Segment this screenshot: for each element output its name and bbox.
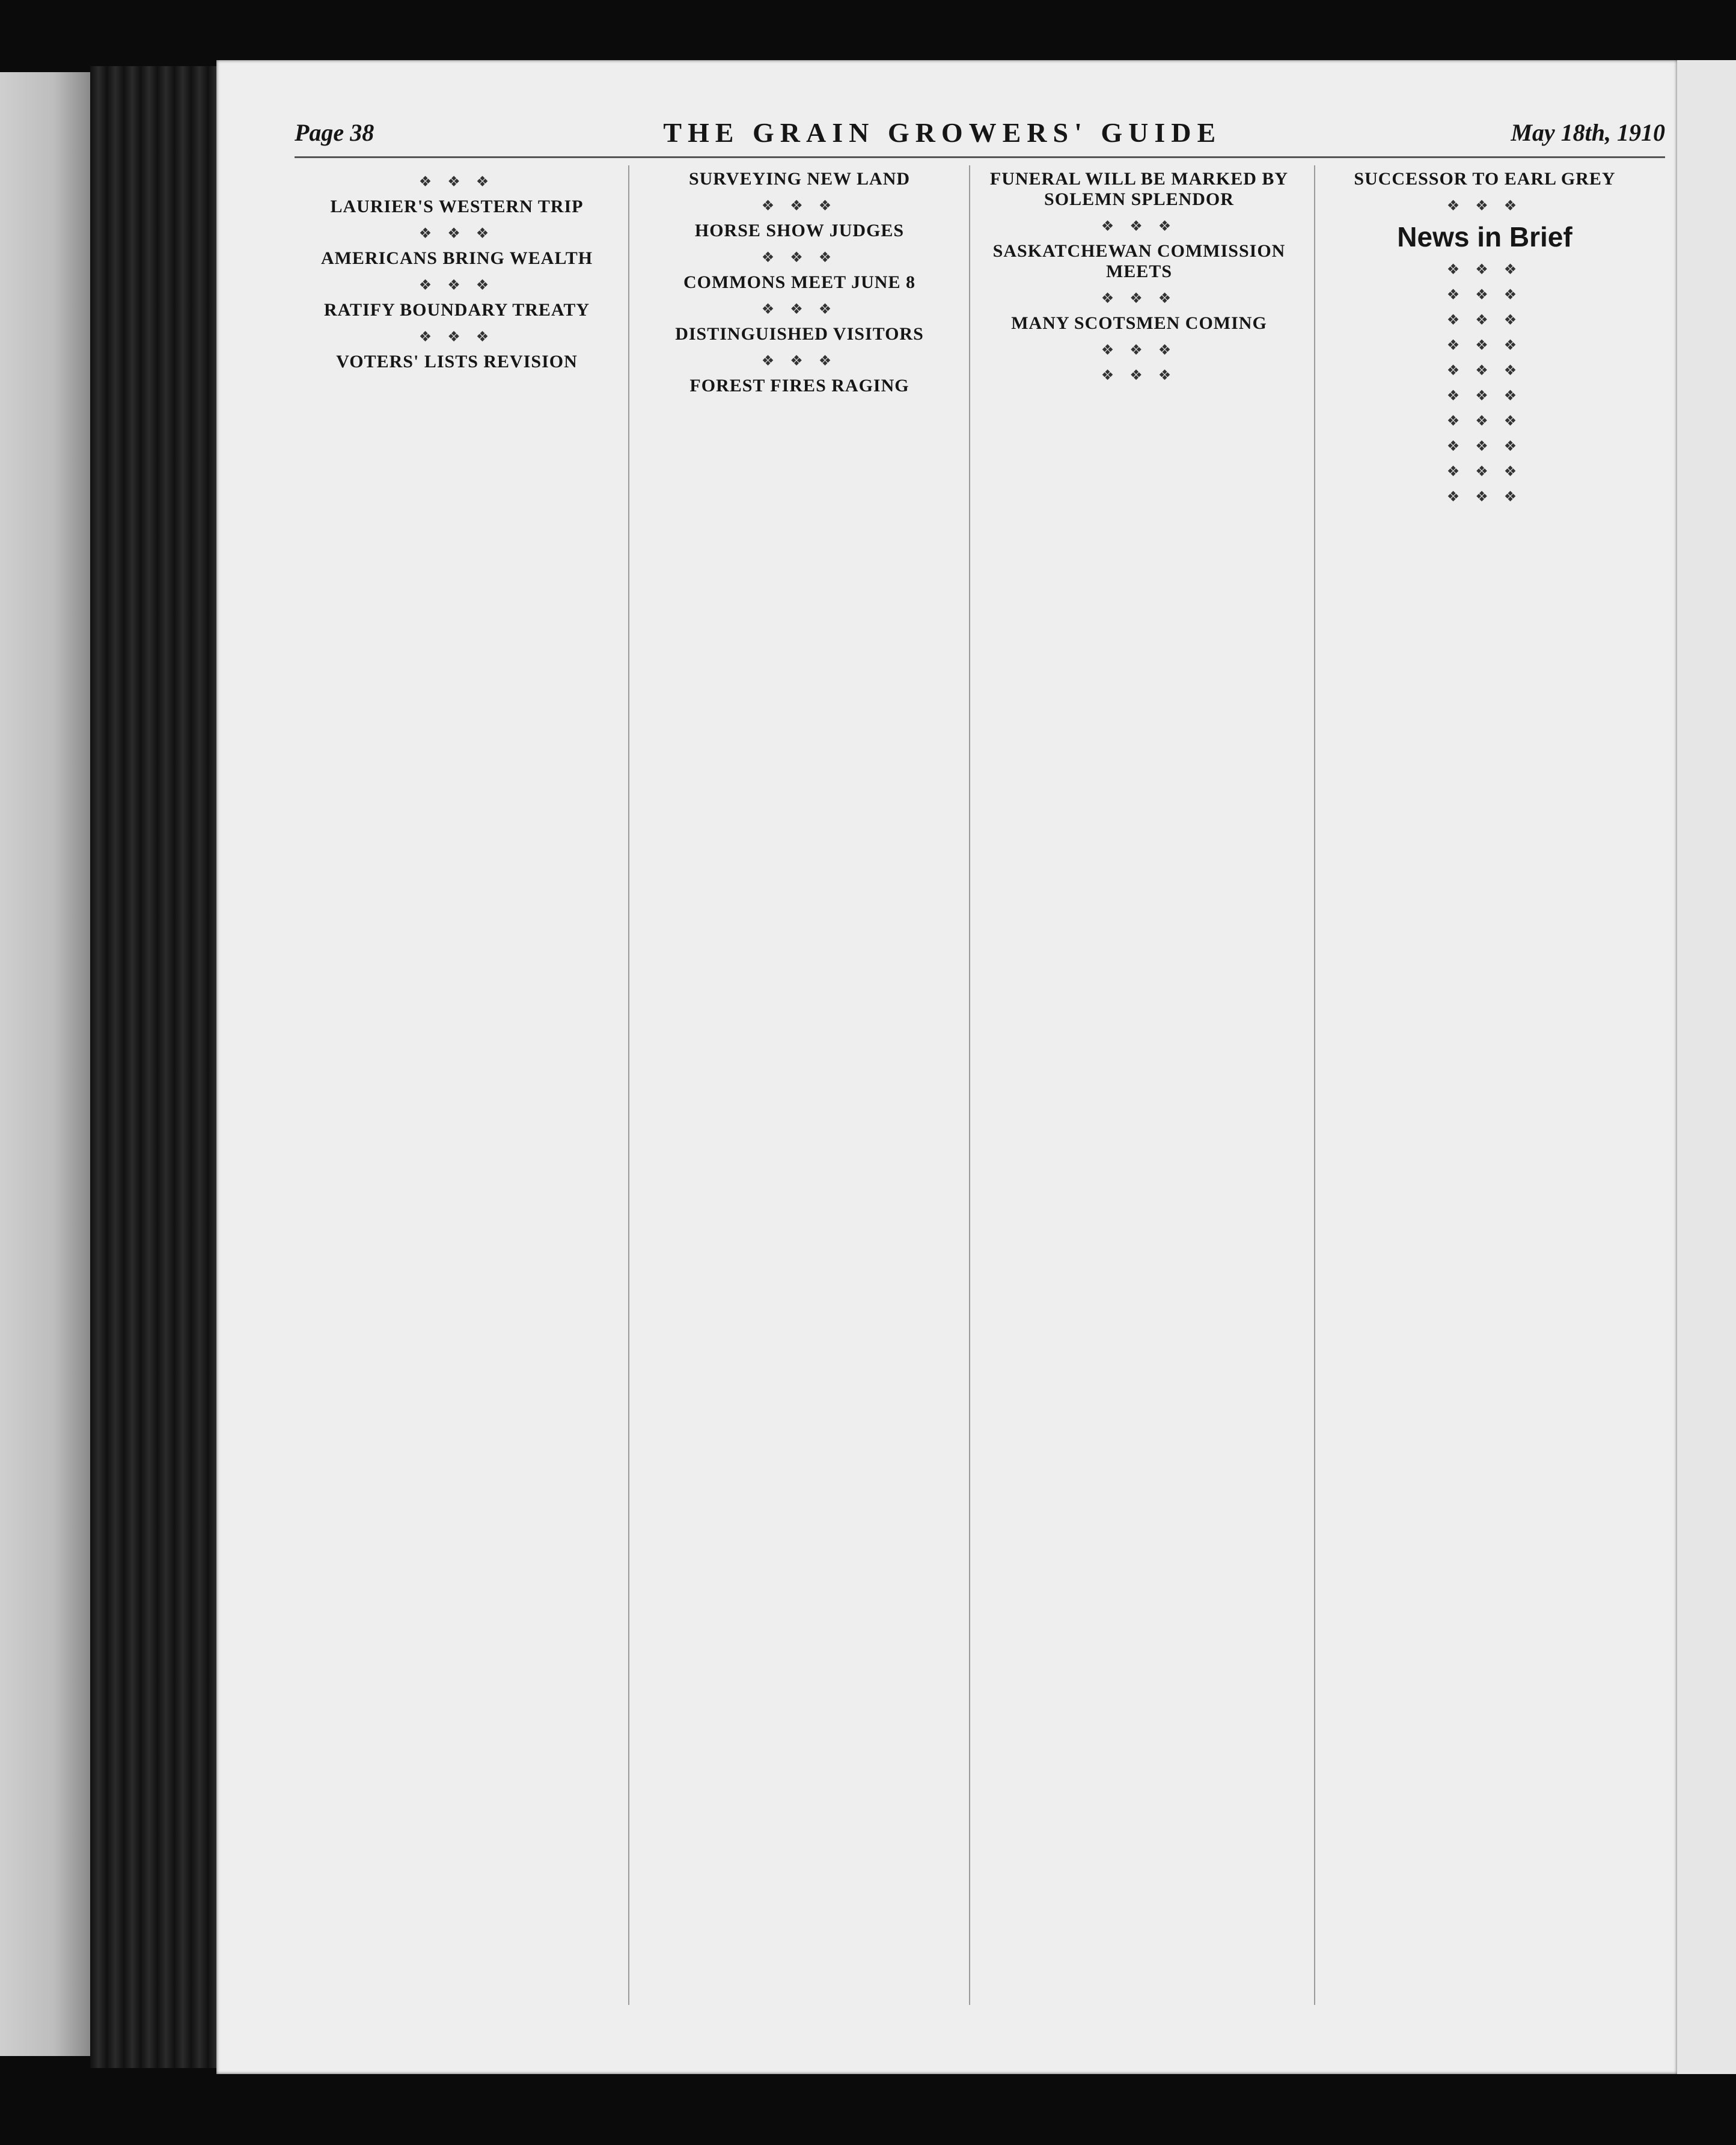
article-heading: RATIFY BOUNDARY TREATY bbox=[323, 300, 590, 320]
column-4 bbox=[1322, 165, 1647, 2005]
section-ornament: ❖ ❖ ❖ bbox=[761, 353, 838, 369]
publication-title: THE GRAIN GROWERS' GUIDE bbox=[663, 117, 1222, 148]
section-ornament: ❖ ❖ ❖ bbox=[1446, 313, 1523, 328]
article bbox=[295, 248, 619, 269]
article bbox=[1322, 169, 1647, 189]
article bbox=[1322, 221, 1647, 253]
column-rule bbox=[628, 165, 629, 2005]
page-number: Page 38 bbox=[295, 118, 374, 146]
article-heading: VOTERS' LISTS REVISION bbox=[336, 352, 578, 372]
article-heading: FOREST FIRES RAGING bbox=[689, 376, 909, 396]
section-ornament: ❖ ❖ ❖ bbox=[418, 329, 495, 345]
section-ornament: ❖ ❖ ❖ bbox=[761, 198, 838, 214]
article bbox=[977, 169, 1301, 210]
article bbox=[637, 376, 962, 396]
article bbox=[295, 300, 619, 320]
section-ornament: ❖ ❖ ❖ bbox=[1446, 464, 1523, 480]
column-3 bbox=[977, 165, 1301, 2005]
article-heading: AMERICANS BRING WEALTH bbox=[320, 248, 593, 268]
article-heading: SUCCESSOR TO EARL GREY bbox=[1354, 169, 1616, 189]
article bbox=[637, 272, 962, 293]
section-ornament: ❖ ❖ ❖ bbox=[1101, 219, 1178, 234]
section-ornament: ❖ ❖ ❖ bbox=[1446, 414, 1523, 429]
section-ornament: ❖ ❖ ❖ bbox=[1101, 291, 1178, 307]
article bbox=[295, 197, 619, 217]
article-heading: News in Brief bbox=[1397, 221, 1572, 252]
section-ornament: ❖ ❖ ❖ bbox=[1446, 439, 1523, 454]
column-2 bbox=[637, 165, 962, 2005]
section-ornament: ❖ ❖ ❖ bbox=[1446, 489, 1523, 505]
section-ornament: ❖ ❖ ❖ bbox=[418, 226, 495, 242]
section-ornament: ❖ ❖ ❖ bbox=[418, 174, 495, 190]
article bbox=[295, 352, 619, 372]
article-heading: COMMONS MEET JUNE 8 bbox=[683, 272, 915, 292]
column-1 bbox=[295, 165, 619, 2005]
previous-page-edge bbox=[0, 72, 90, 2056]
article bbox=[637, 324, 962, 344]
article bbox=[977, 313, 1301, 334]
article bbox=[977, 241, 1301, 282]
article-heading: HORSE SHOW JUDGES bbox=[694, 221, 905, 240]
article-heading: SURVEYING NEW LAND bbox=[688, 169, 911, 189]
section-ornament: ❖ ❖ ❖ bbox=[1101, 343, 1178, 358]
section-ornament: ❖ ❖ ❖ bbox=[1446, 287, 1523, 303]
article-heading: SASKATCHEWAN COMMISSION MEETS bbox=[992, 241, 1286, 281]
article-heading: LAURIER'S WESTERN TRIP bbox=[330, 197, 584, 216]
section-ornament: ❖ ❖ ❖ bbox=[1446, 338, 1523, 353]
facing-page-edge bbox=[1677, 60, 1736, 2074]
section-ornament: ❖ ❖ ❖ bbox=[761, 302, 838, 317]
section-ornament: ❖ ❖ ❖ bbox=[761, 250, 838, 266]
page-header bbox=[295, 108, 1665, 158]
column-rule bbox=[1314, 165, 1315, 2005]
binding-spine bbox=[90, 66, 216, 2068]
section-ornament: ❖ ❖ ❖ bbox=[1446, 198, 1523, 214]
article-heading: FUNERAL WILL BE MARKED BY SOLEMN SPLENDOR bbox=[989, 169, 1289, 209]
section-ornament: ❖ ❖ ❖ bbox=[1446, 388, 1523, 404]
column-rule bbox=[969, 165, 970, 2005]
section-ornament: ❖ ❖ ❖ bbox=[418, 278, 495, 293]
newspaper-page bbox=[216, 60, 1677, 2074]
section-ornament: ❖ ❖ ❖ bbox=[1101, 368, 1178, 384]
issue-date: May 18th, 1910 bbox=[1511, 118, 1665, 146]
article-heading: DISTINGUISHED VISITORS bbox=[675, 324, 924, 344]
article bbox=[637, 221, 962, 241]
article-heading: MANY SCOTSMEN COMING bbox=[1011, 313, 1267, 333]
section-ornament: ❖ ❖ ❖ bbox=[1446, 363, 1523, 379]
section-ornament: ❖ ❖ ❖ bbox=[1446, 262, 1523, 278]
article bbox=[637, 169, 962, 189]
